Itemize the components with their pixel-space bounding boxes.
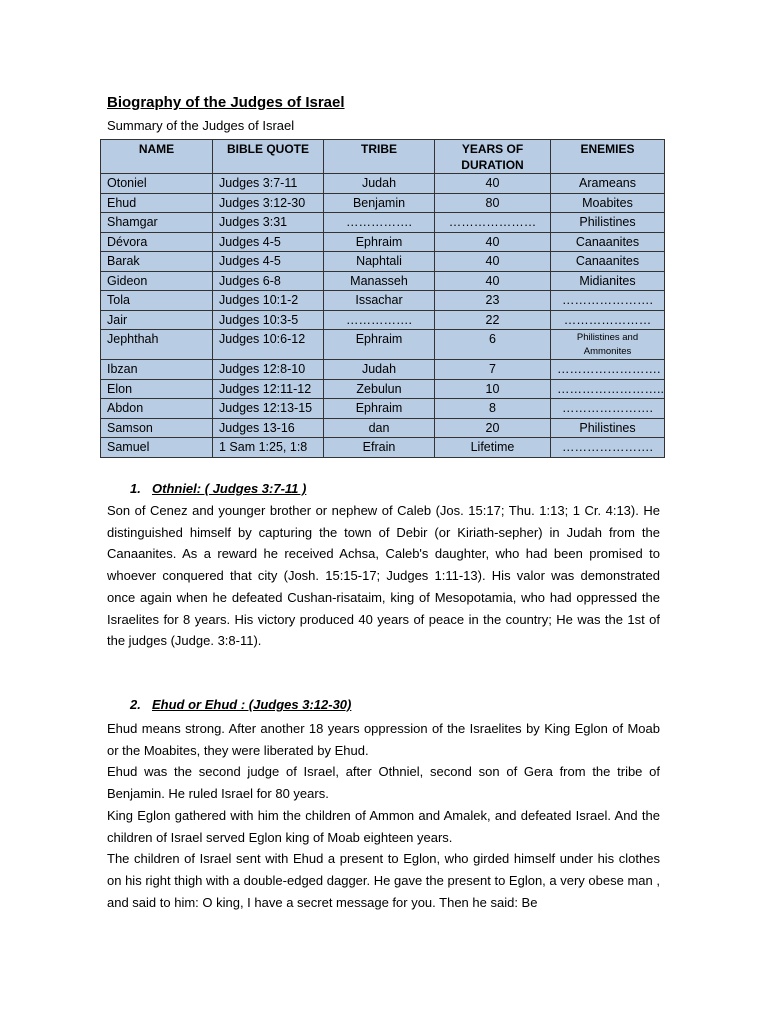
table-row [101, 379, 665, 399]
cell-tribe: Efrain [324, 438, 435, 458]
cell-name: Samson [101, 418, 213, 438]
table-row [101, 438, 665, 458]
cell-quote: Judges 4-5 [213, 252, 324, 272]
cell-name: Jephthah [101, 330, 213, 360]
cell-name: Otoniel [101, 174, 213, 194]
cell-quote: Judges 3:12-30 [213, 193, 324, 213]
cell-quote: Judges 3:7-11 [213, 174, 324, 194]
cell-name: Ehud [101, 193, 213, 213]
header-years: YEARS OF DURATION [435, 140, 551, 174]
cell-years: 40 [435, 174, 551, 194]
header-enemies: ENEMIES [551, 140, 665, 174]
cell-years: 6 [435, 330, 551, 360]
cell-enemies: Philistines and Ammonites [551, 330, 665, 360]
cell-years: 40 [435, 232, 551, 252]
cell-tribe: Judah [324, 360, 435, 380]
cell-tribe: Naphtali [324, 252, 435, 272]
cell-quote: Judges 12:11-12 [213, 379, 324, 399]
cell-name: Jair [101, 310, 213, 330]
paragraph: Ehud was the second judge of Israel, after Othniel, second son of Gera from the tribe of Benjamin. He ruled Israel for 80 years. [107, 764, 660, 802]
table-row [101, 232, 665, 252]
section-number: 1. [130, 481, 141, 496]
cell-quote: Judges 10:6-12 [213, 330, 324, 360]
cell-quote: Judges 12:8-10 [213, 360, 324, 380]
cell-tribe: ……………. [324, 213, 435, 233]
table-row [101, 399, 665, 419]
section-heading-othniel [130, 481, 306, 496]
cell-quote: Judges 3:31 [213, 213, 324, 233]
cell-quote: Judges 13-16 [213, 418, 324, 438]
cell-enemies: ……………………. [551, 360, 665, 380]
cell-enemies: Arameans [551, 174, 665, 194]
cell-tribe: Ephraim [324, 330, 435, 360]
cell-name: Dévora [101, 232, 213, 252]
paragraph: Ehud means strong. After another 18 years oppression of the Israelites by King Eglon of Moab or the Moabites, they were liberated by Ehud. [107, 721, 660, 758]
cell-enemies: Philistines [551, 213, 665, 233]
document-title: Biography of the Judges of Israel [107, 94, 345, 111]
cell-name: Ibzan [101, 360, 213, 380]
cell-years: 22 [435, 310, 551, 330]
header-bible-quote: BIBLE QUOTE [213, 140, 324, 174]
cell-years: 10 [435, 379, 551, 399]
cell-enemies: Canaanites [551, 232, 665, 252]
table-row [101, 360, 665, 380]
cell-years: 80 [435, 193, 551, 213]
cell-quote: Judges 10:1-2 [213, 291, 324, 311]
cell-tribe: Manasseh [324, 271, 435, 291]
paragraph: King Eglon gathered with him the children of Ammon and Amalek, and defeated Israel. And the children of Israel served Eglon king of Moab eighteen years. [107, 807, 660, 845]
cell-tribe: Benjamin [324, 193, 435, 213]
table-row [101, 291, 665, 311]
cell-name: Elon [101, 379, 213, 399]
cell-name: Barak [101, 252, 213, 272]
cell-enemies: Philistines [551, 418, 665, 438]
table-row [101, 418, 665, 438]
cell-quote: 1 Sam 1:25, 1:8 [213, 438, 324, 458]
cell-quote: Judges 12:13-15 [213, 399, 324, 419]
cell-name: Shamgar [101, 213, 213, 233]
cell-tribe: Issachar [324, 291, 435, 311]
cell-enemies: …………………. [551, 438, 665, 458]
cell-tribe: Zebulun [324, 379, 435, 399]
cell-name: Abdon [101, 399, 213, 419]
cell-enemies: Moabites [551, 193, 665, 213]
cell-years: 8 [435, 399, 551, 419]
cell-years: ………………… [435, 213, 551, 233]
section-heading-ehud [130, 697, 351, 712]
paragraph: The children of Israel sent with Ehud a present to Eglon, who girded himself under his clothes on his right thigh with a double-edged dagger. He gave the present to Eglon, a very obese man , and said to him: O king, I have a secret message for you. Then he said: Be [107, 851, 660, 910]
cell-name: Gideon [101, 271, 213, 291]
cell-tribe: Ephraim [324, 399, 435, 419]
paragraph: Son of Cenez and younger brother or nephew of Caleb (Jos. 15:17; Thu. 1:13; 1 Cr. 4:13). He distinguished himself by capturing the town of Debir (or Kiriath-sepher) in Judah from the Canaanites. As a reward he received Achsa, Caleb's daughter, who had been promised to whoever conquered that city (Josh. 15:15-17; Judges 1:11-13). His valor was demonstrated once again when he defeated Cushan-risataim, king of Mesopotamia, who had oppressed the Israelites for 8 years. His victory produced 40 years of peace in the country; He was the 1st of the judges (Judge. 3:8-11). [107, 503, 660, 649]
section-title: Othniel: ( Judges 3:7-11 ) [152, 481, 307, 496]
cell-tribe: Ephraim [324, 232, 435, 252]
table-row [101, 330, 665, 360]
cell-enemies: …………………….. [551, 379, 665, 399]
cell-years: Lifetime [435, 438, 551, 458]
table-row [101, 252, 665, 272]
cell-years: 40 [435, 252, 551, 272]
cell-name: Tola [101, 291, 213, 311]
table-row [101, 213, 665, 233]
cell-quote: Judges 10:3-5 [213, 310, 324, 330]
cell-enemies: …………………. [551, 399, 665, 419]
judges-table [100, 139, 665, 458]
cell-name: Samuel [101, 438, 213, 458]
table-header-row [101, 140, 665, 174]
section-body-othniel [107, 500, 660, 652]
cell-enemies: …………………. [551, 291, 665, 311]
cell-years: 7 [435, 360, 551, 380]
section-number: 2. [130, 697, 141, 712]
cell-tribe: Judah [324, 174, 435, 194]
header-name: NAME [101, 140, 213, 174]
cell-years: 40 [435, 271, 551, 291]
cell-years: 23 [435, 291, 551, 311]
section-body-ehud [107, 718, 660, 913]
cell-enemies: ………………… [551, 310, 665, 330]
cell-tribe: ……………. [324, 310, 435, 330]
cell-years: 20 [435, 418, 551, 438]
table-caption: Summary of the Judges of Israel [107, 118, 295, 133]
cell-enemies: Canaanites [551, 252, 665, 272]
table-row [101, 271, 665, 291]
cell-quote: Judges 6-8 [213, 271, 324, 291]
cell-enemies: Midianites [551, 271, 665, 291]
table-row [101, 310, 665, 330]
table-row [101, 174, 665, 194]
table-row [101, 193, 665, 213]
cell-quote: Judges 4-5 [213, 232, 324, 252]
cell-tribe: dan [324, 418, 435, 438]
section-title: Ehud or Ehud : (Judges 3:12-30) [152, 697, 352, 712]
header-tribe: TRIBE [324, 140, 435, 174]
